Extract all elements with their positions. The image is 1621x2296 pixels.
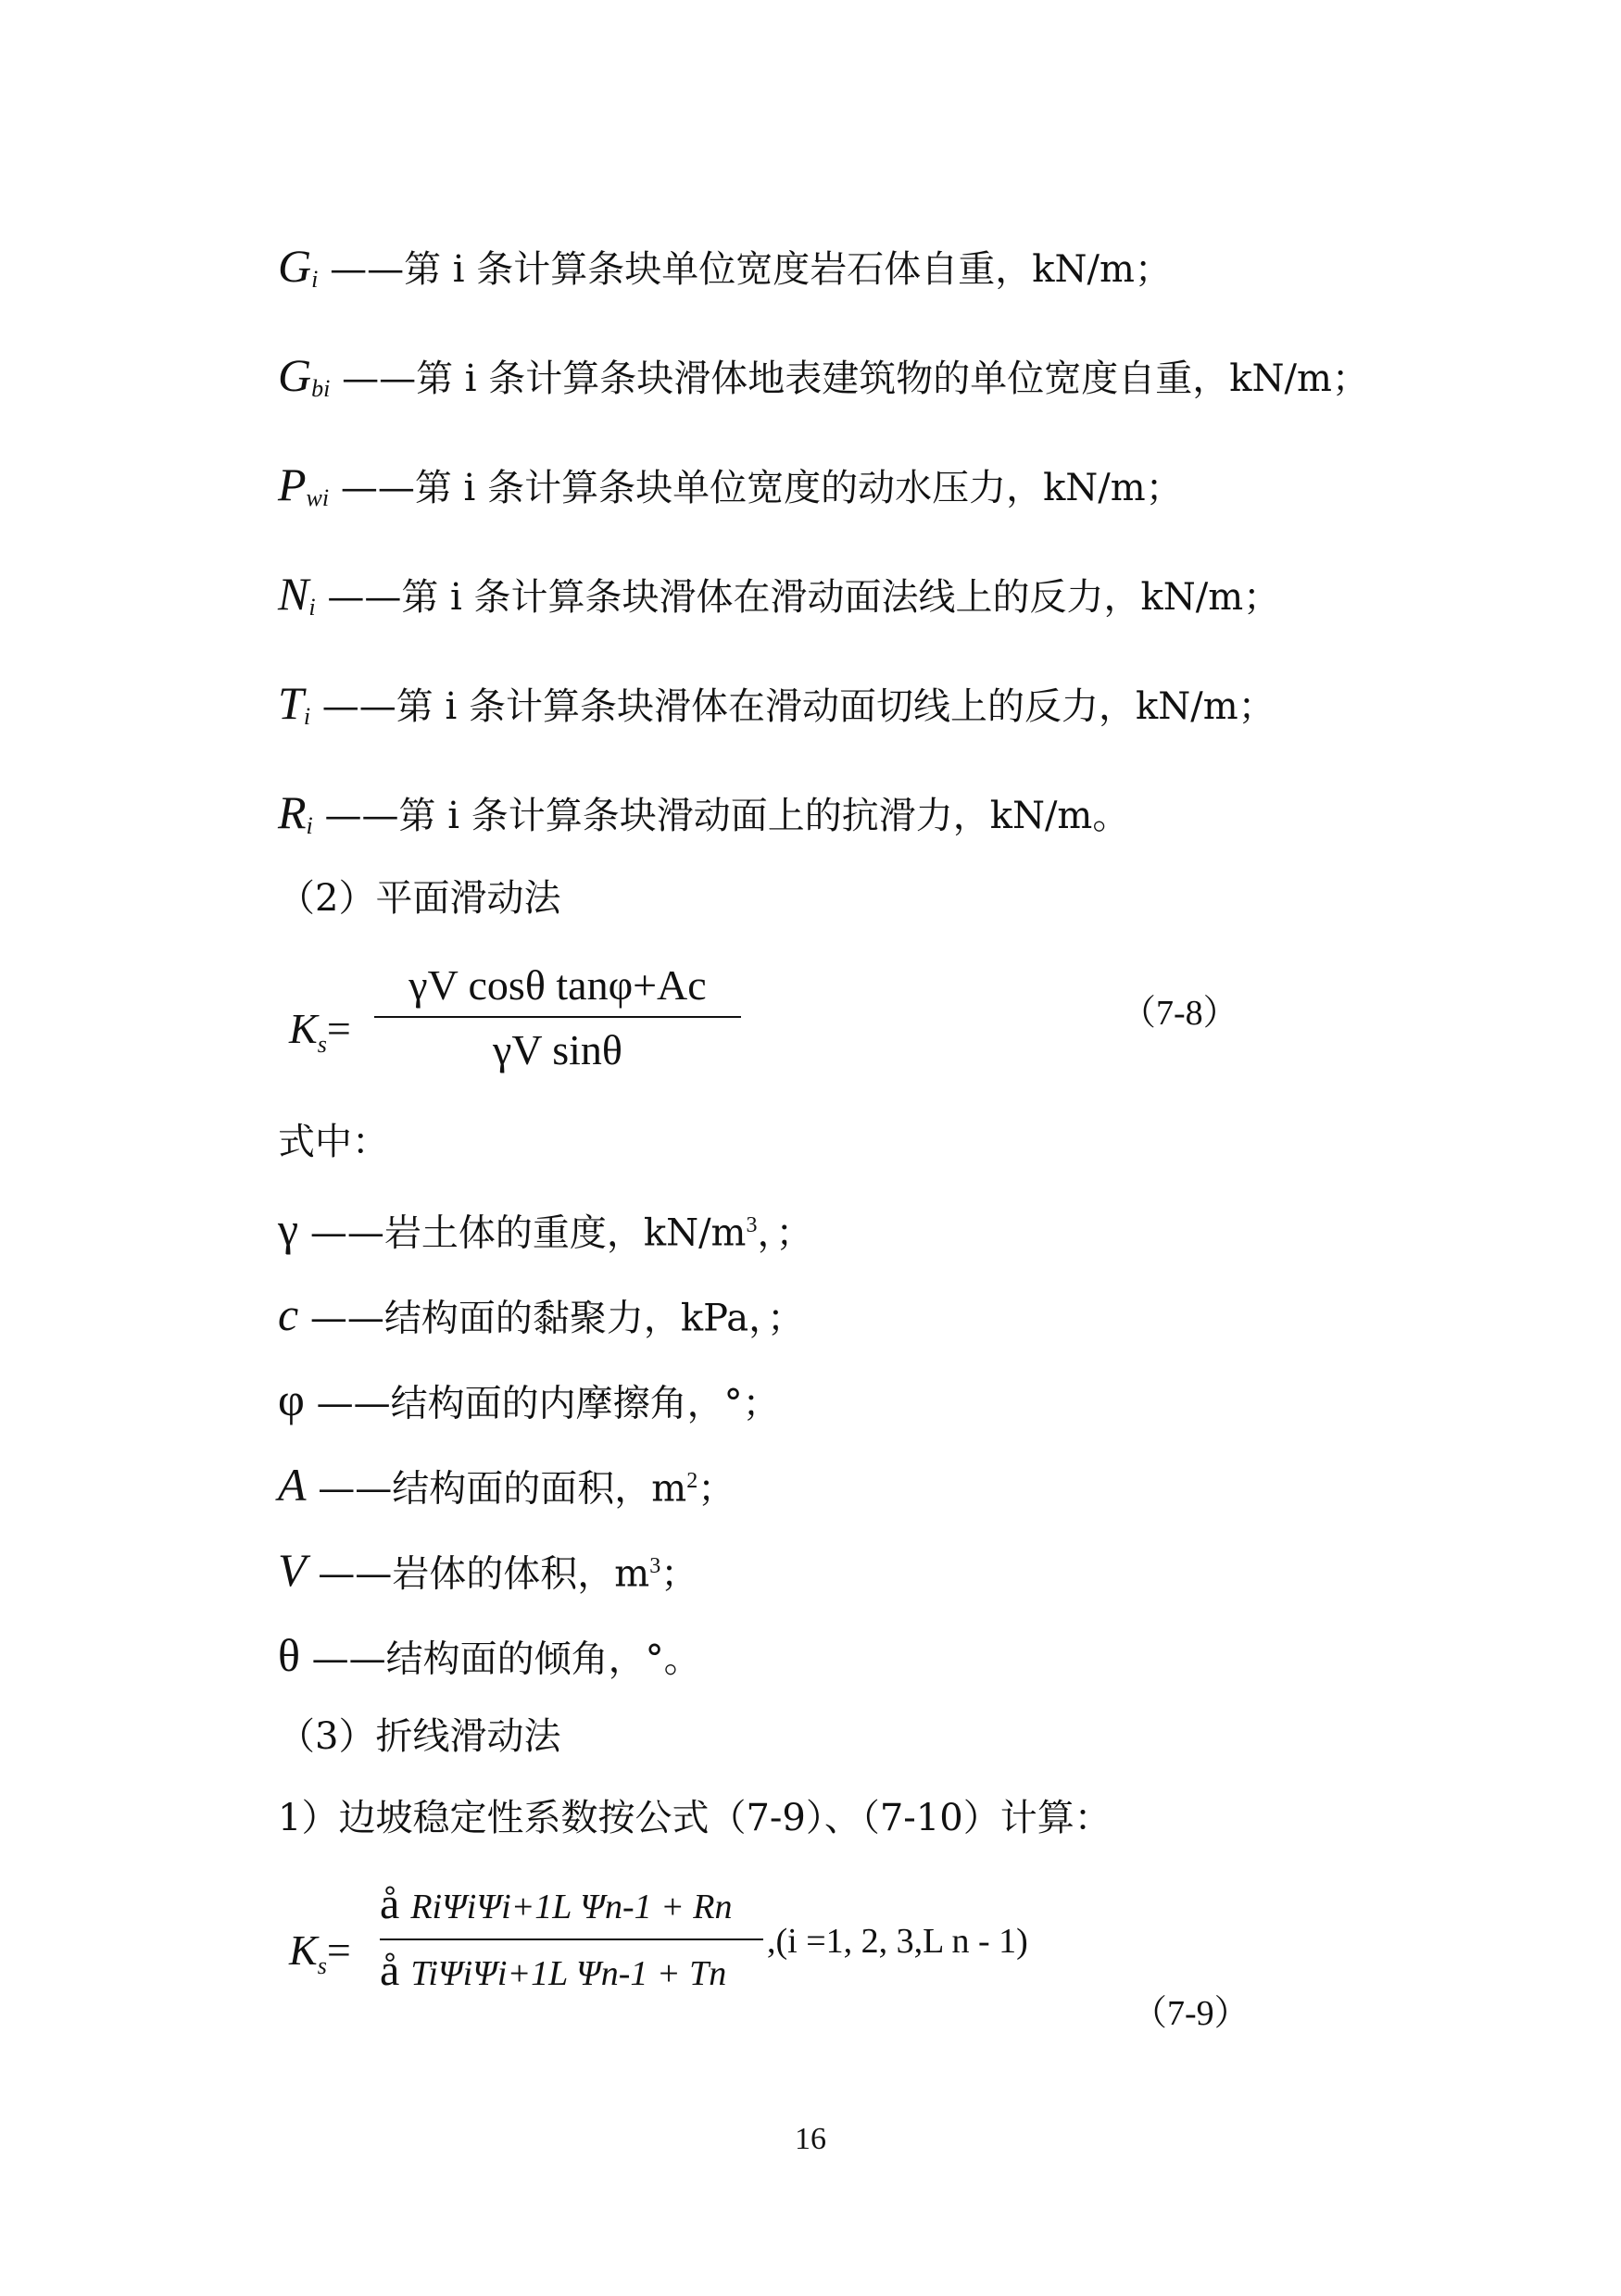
parameter-symbol: V	[278, 1544, 307, 1597]
definition-row	[278, 677, 1275, 740]
definition-text: ——第 i 条计算条块滑体在滑动面法线上的反力，kN/m；	[327, 576, 1281, 619]
parameter-row: V ——岩体的体积，$m^3$；	[278, 1544, 698, 1597]
definition-row	[278, 240, 1172, 303]
definition-symbol: $T_i$	[278, 677, 311, 730]
parameter-row	[278, 1287, 804, 1341]
parameter-text: ——结构面的面积，m	[318, 1467, 687, 1511]
parameter-row: A ——结构面的面积，$m^2$；	[278, 1459, 735, 1512]
definition-symbol: $G_i$	[278, 240, 319, 293]
parameter-row: γ ——岩土体的重度，$kN/m^3$，；	[278, 1203, 813, 1256]
definition-text: ——第 i 条计算条块单位宽度岩石体自重，kN/m；	[330, 248, 1172, 291]
formula-condition: ,(i =1, 2, 3,L n - 1)	[767, 1922, 1028, 1961]
parameter-symbol: A	[278, 1459, 307, 1512]
formula-numerator: å RiΨiΨi+1L Ψn-1 + Rn	[380, 1879, 733, 1928]
parameter-row	[278, 1373, 780, 1426]
definition-symbol: $R_i$	[278, 786, 313, 839]
definition-row	[278, 568, 1281, 631]
parameter-text: ——岩土体的重度，kN/m	[309, 1211, 747, 1255]
definition-row	[278, 349, 1369, 412]
equation-number: （7-8）	[1121, 994, 1238, 1033]
page-number: 16	[795, 2122, 826, 2156]
formula-lhs: $K_s=$	[289, 1926, 351, 1980]
section-heading: （2）平面滑动法	[278, 877, 561, 920]
definition-row	[278, 786, 1130, 849]
formula-denominator: å TiΨiΨi+1L Ψn-1 + Tn	[380, 1946, 727, 1995]
parameter-text: ——结构面的倾角，°。	[311, 1637, 701, 1681]
parameter-symbol: c	[278, 1288, 299, 1341]
step-text: 1）边坡稳定性系数按公式（7-9）、（7-10）计算：	[278, 1797, 1112, 1839]
parameter-symbol: φ	[278, 1374, 305, 1426]
parameter-text: ——结构面的黏聚力，kPa，；	[309, 1297, 805, 1340]
parameter-text: ——结构面的内摩擦角，°；	[316, 1382, 780, 1425]
definition-text: ——第 i 条计算条块滑动面上的抗滑力，kN/m。	[324, 795, 1130, 837]
formula-numerator: γV cosθ tanφ+Ac	[408, 961, 707, 1009]
section-heading: （3）折线滑动法	[278, 1715, 561, 1758]
parameter-text: ——岩体的体积，m	[318, 1552, 650, 1596]
definition-row	[278, 458, 1183, 521]
parameter-row	[278, 1628, 701, 1682]
definition-symbol: $P_{wi}$	[278, 458, 330, 511]
definition-text: ——第 i 条计算条块单位宽度的动水压力，kN/m；	[340, 467, 1183, 509]
fraction-bar	[374, 1016, 741, 1018]
formula-lhs: $K_s=$	[289, 1005, 351, 1059]
formula-denominator: γV sinθ	[493, 1026, 622, 1073]
equation-number: （7-9）	[1132, 1994, 1250, 2033]
where-label: 式中：	[278, 1121, 389, 1163]
parameter-symbol: θ	[278, 1629, 300, 1682]
definition-text: ——第 i 条计算条块滑体地表建筑物的单位宽度自重，kN/m；	[342, 358, 1369, 400]
definition-symbol: $G_{bi}$	[278, 349, 331, 402]
definition-symbol: $N_i$	[278, 568, 316, 621]
definition-text: ——第 i 条计算条块滑体在滑动面切线上的反力，kN/m；	[321, 685, 1275, 728]
parameter-symbol: γ	[278, 1203, 299, 1256]
fraction-bar	[380, 1938, 763, 1940]
